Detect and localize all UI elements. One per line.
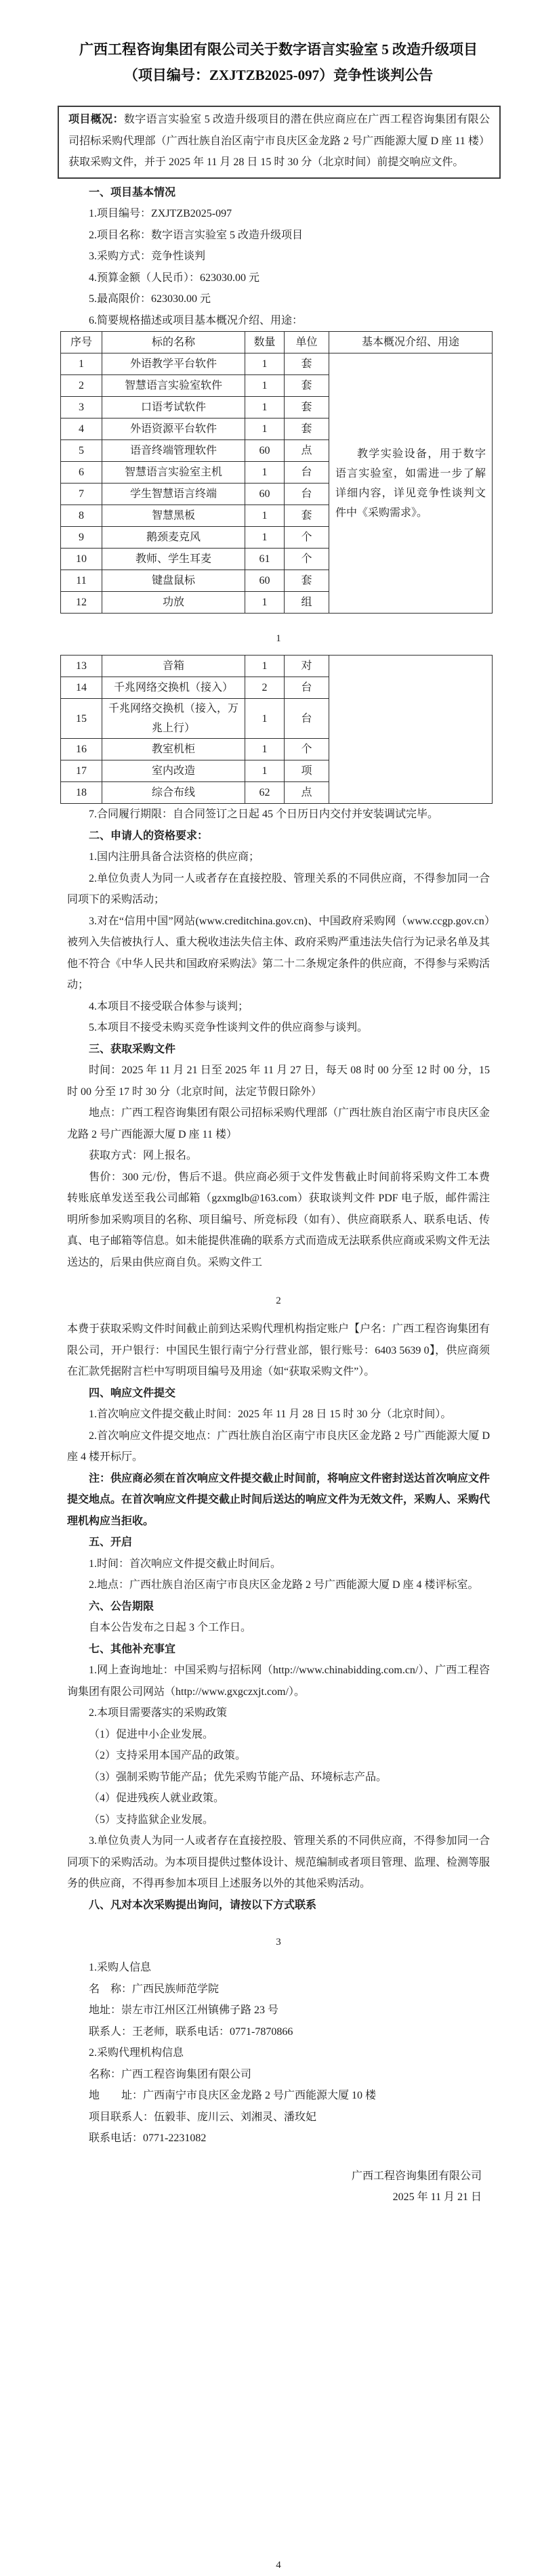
body-paragraph: 2.首次响应文件提交地点：广西壮族自治区南宁市良庆区金龙路 2 号广西能源大厦 D 座 4 楼开标厅。: [67, 1430, 490, 1463]
item-name: 外语资源平台软件: [102, 418, 245, 440]
body-paragraph: 2.采购代理机构信息: [89, 2047, 184, 2059]
section-heading: 八、凡对本次采购提出询问，请按以下方式联系: [89, 1899, 317, 1911]
body-paragraph: 1.国内注册具备合法资格的供应商；: [89, 851, 260, 863]
unit: 台: [285, 677, 329, 699]
item-name: 智慧语言实验室软件: [102, 375, 245, 397]
item-name: 智慧黑板: [102, 505, 245, 527]
body-paragraph: 联系人：王老师，联系电话：0771-7870866: [89, 2025, 293, 2038]
item-name: 学生智慧语言终端: [102, 484, 245, 505]
section-heading: 七、其他补充事宜: [89, 1643, 176, 1655]
body-paragraph: 1.采购人信息: [89, 1962, 152, 1973]
body-paragraph: 3.采购方式：竞争性谈判: [89, 251, 206, 262]
body-paragraph: 6.简要规格描述或项目基本概况介绍、用途：: [89, 314, 304, 326]
body-paragraph: 3.对在“信用中国”网站(www.creditchina.gov.cn)、中国政府采购网（www.ccgp.gov.cn）被列入失信被执行人、重大税收违法失信主体、政府采购严重违法失信行为记录名单及其他不符合《中华人民共和国政府采购法》第二十二条规定条件的供应商，不得参与采购活动；: [67, 915, 491, 991]
item-name: 键盘鼠标: [102, 570, 245, 592]
section-page3-body: [67, 1318, 490, 1916]
body-paragraph: 2.项目名称：数字语言实验室 5 改造升级项目: [89, 229, 304, 241]
row-no: 8: [61, 505, 102, 527]
quantity: 60: [245, 570, 285, 592]
section-heading: 三、获取采购文件: [89, 1043, 176, 1055]
header-quantity: 数量: [245, 332, 285, 353]
notice-title-line-1: 广西工程咨询集团有限公司关于数字语言实验室 5 改造升级项目: [79, 41, 478, 58]
unit: 个: [285, 527, 329, 549]
project-overview-box: [58, 106, 501, 179]
item-name: 鹅颈麦克风: [102, 527, 245, 549]
row-no: 15: [61, 699, 102, 739]
row-no: 13: [61, 656, 102, 677]
item-name: 综合布线: [102, 782, 245, 804]
body-paragraph: 获取方式：网上报名。: [89, 1150, 198, 1161]
row-no: 16: [61, 739, 102, 760]
body-paragraph: 地点：广西工程咨询集团有限公司招标采购代理部（广西壮族自治区南宁市良庆区金龙路 2 号广西能源大厦 D 座 11 楼）: [67, 1107, 491, 1140]
row-no: 17: [61, 760, 102, 782]
body-paragraph: 时间：2025 年 11 月 21 日至 2025 年 11 月 27 日，每天 08 时 00 分至 12 时 00 分，15 时 00 分至 17 时 30 分（北京时间，法定节假日除外）: [67, 1065, 490, 1098]
unit: 个: [285, 739, 329, 760]
goods-table-header-row: [61, 332, 493, 353]
overview-label: 项目概况：: [68, 114, 124, 125]
section-page2-body: [67, 804, 490, 1273]
goods-table-page2: [60, 655, 493, 804]
body-paragraph: （2）支持采用本国产品的政策。: [89, 1750, 247, 1761]
item-name: 教室机柜: [102, 739, 245, 760]
item-name: 口语考试软件: [102, 397, 245, 418]
unit: 套: [285, 418, 329, 440]
quantity: 61: [245, 549, 285, 570]
body-paragraph: （4）促进残疾人就业政策。: [89, 1793, 225, 1804]
item-name: 千兆网络交换机（接入）: [102, 677, 245, 699]
unit: 对: [285, 656, 329, 677]
body-paragraph: （1）促进中小企业发展。: [89, 1728, 214, 1740]
row-no: 6: [61, 462, 102, 484]
body-paragraph: 1.项目编号：ZXJTZB2025-097: [89, 208, 232, 219]
section-basic-info: [67, 182, 490, 332]
page-number-1: 1: [276, 633, 281, 644]
body-paragraph: 售价：300 元/份，售后不退。供应商必须于文件发售截止时间前将采购文件工本费转账底单发送至我公司邮箱（gzxmglb@163.com）获取谈判文件 PDF 电子版，邮件需注明所参加采购项目的名称、项目编号、所竞标段（如有）、供应商联系人、联系电话、传真、电子邮箱等信息。如未能提供准确的联系方式而造成无法联系供应商或采购文件无法送达的，后果由供应商自负。采购文件工: [67, 1171, 491, 1268]
signature-block: [67, 2166, 490, 2208]
quantity: 1: [245, 527, 285, 549]
unit: 套: [285, 505, 329, 527]
quantity: 1: [245, 462, 285, 484]
quantity: 1: [245, 656, 285, 677]
header-description: 基本概况介绍、用途: [329, 332, 493, 353]
body-paragraph: 3.单位负责人为同一人或者存在直接控股、管理关系的不同供应商，不得参加同一合同项下的采购活动。为本项目提供过整体设计、规范编制或者项目管理、监理、检测等服务的供应商，不得再参加本项目上述服务以外的其他采购活动。: [67, 1835, 491, 1889]
unit: 点: [285, 440, 329, 462]
item-name: 外语教学平台软件: [102, 353, 245, 375]
signature-org: 广西工程咨询集团有限公司: [351, 2170, 482, 2182]
quantity: 1: [245, 353, 285, 375]
row-no: 3: [61, 397, 102, 418]
unit: 套: [285, 397, 329, 418]
unit: 套: [285, 570, 329, 592]
quantity: 1: [245, 418, 285, 440]
item-name: 功放: [102, 592, 245, 614]
body-paragraph: 2.地点：广西壮族自治区南宁市良庆区金龙路 2 号广西能源大厦 D 座 4 楼评标室。: [89, 1579, 479, 1591]
section-page4-contacts: [67, 1957, 490, 2149]
body-paragraph: 联系电话：0771-2231082: [89, 2132, 207, 2144]
quantity: 1: [245, 397, 285, 418]
table-row: [61, 353, 493, 375]
body-paragraph: 1.网上查询地址：中国采购与招标网（http://www.chinabidding.com.cn/）、广西工程咨询集团有限公司网站（http://www.gxgczxjt.com/）。: [67, 1665, 490, 1698]
description-cell: 教学实验设备，用于数字语言实验室，如需进一步了解详细内容，详见竞争性谈判文件中《采购需求》。: [329, 353, 493, 614]
item-name: 室内改造: [102, 760, 245, 782]
body-paragraph: 项目联系人：伍毅菲、庞川云、刘湘灵、潘玫妃: [89, 2111, 317, 2123]
body-paragraph: 1.首次响应文件提交截止时间：2025 年 11 月 28 日 15 时 30 分（北京时间）。: [89, 1409, 452, 1420]
table-row: [61, 656, 493, 677]
quantity: 62: [245, 782, 285, 804]
quantity: 1: [245, 592, 285, 614]
body-paragraph: 5.本项目不接受未购买竞争性谈判文件的供应商参与谈判。: [89, 1022, 369, 1033]
unit: 台: [285, 462, 329, 484]
body-paragraph: 2.本项目需要落实的采购政策: [89, 1707, 228, 1719]
project-overview-paragraph: [68, 109, 490, 173]
overview-text: 数字语言实验室 5 改造升级项目的潜在供应商应在广西工程咨询集团有限公司招标采购代理部（广西壮族自治区南宁市良庆区金龙路 2 号广西能源大厦 D 座 11 楼）获取采购文件，并于 2025 年 11 月 28 日 15 时 30 分（北京时间）前提交响应文件。: [68, 114, 490, 168]
body-paragraph: 地址：崇左市江州区江州镇佛子路 23 号: [89, 2004, 279, 2016]
unit: 套: [285, 375, 329, 397]
item-name: 语音终端管理软件: [102, 440, 245, 462]
section-heading: 一、项目基本情况: [89, 186, 176, 198]
page-number-2: 2: [276, 1295, 281, 1306]
quantity: 1: [245, 505, 285, 527]
quantity: 60: [245, 484, 285, 505]
header-unit: 单位: [285, 332, 329, 353]
body-paragraph: 地 址：广西南宁市良庆区金龙路 2 号广西能源大厦 10 楼: [89, 2090, 377, 2101]
row-no: 11: [61, 570, 102, 592]
row-no: 4: [61, 418, 102, 440]
unit: 项: [285, 760, 329, 782]
description-cell: [329, 656, 493, 804]
body-paragraph: 5.最高限价：623030.00 元: [89, 293, 211, 305]
quantity: 1: [245, 739, 285, 760]
body-paragraph: 2.单位负责人为同一人或者存在直接控股、管理关系的不同供应商，不得参加同一合同项下的采购活动；: [67, 872, 490, 905]
notice-title-line-2: （项目编号：ZXJTZB2025-097）竞争性谈判公告: [123, 67, 434, 83]
body-paragraph: 4.本项目不接受联合体参与谈判；: [89, 1000, 249, 1012]
row-no: 1: [61, 353, 102, 375]
row-no: 9: [61, 527, 102, 549]
section-heading: 二、申请人的资格要求：: [89, 830, 209, 842]
body-paragraph: （5）支持监狱企业发展。: [89, 1813, 214, 1826]
body-paragraph: 名称：广西工程咨询集团有限公司: [89, 2068, 252, 2080]
unit: 台: [285, 699, 329, 739]
unit: 组: [285, 592, 329, 614]
unit: 套: [285, 353, 329, 375]
section-heading: 五、开启: [89, 1537, 133, 1548]
row-no: 18: [61, 782, 102, 804]
body-paragraph: 7.合同履行期限：自合同签订之日起 45 个日历日内交付并安装调试完毕。: [89, 809, 439, 820]
body-paragraph: 1.时间：首次响应文件提交截止时间后。: [89, 1558, 282, 1570]
row-no: 10: [61, 549, 102, 570]
quantity: 60: [245, 440, 285, 462]
header-item-name: 标的名称: [102, 332, 245, 353]
body-paragraph: 4.预算金额（人民币）：623030.00 元: [89, 272, 260, 284]
body-paragraph: 本费于获取采购文件时间截止前到达采购代理机构指定账户【户名：广西工程咨询集团有限公司，开户银行：中国民生银行南宁分行营业部，银行账号：6403 5639 0】，供应商须在汇款凭据附言栏中写明项目编号及用途（如“获取采购文件”）。: [67, 1323, 491, 1377]
unit: 个: [285, 549, 329, 570]
item-name: 音箱: [102, 656, 245, 677]
item-name: 教师、学生耳麦: [102, 549, 245, 570]
signature-date: 2025 年 11 月 21 日: [392, 2191, 482, 2203]
quantity: 2: [245, 677, 285, 699]
body-paragraph: 注：供应商必须在首次响应文件提交截止时间前，将响应文件密封送达首次响应文件提交地点。在首次响应文件提交截止时间后送达的响应文件为无效文件，采购人、采购代理机构应当拒收。: [67, 1472, 491, 1527]
unit: 台: [285, 484, 329, 505]
row-no: 7: [61, 484, 102, 505]
body-paragraph: （3）强制采购节能产品；优先采购节能产品、环境标志产品。: [89, 1771, 388, 1783]
unit: 点: [285, 782, 329, 804]
item-name: 智慧语言实验室主机: [102, 462, 245, 484]
section-heading: 六、公告期限: [89, 1600, 154, 1612]
row-no: 12: [61, 592, 102, 614]
quantity: 1: [245, 375, 285, 397]
header-no: 序号: [61, 332, 102, 353]
page-number-4: 4: [276, 2559, 281, 2571]
body-paragraph: 自本公告发布之日起 3 个工作日。: [89, 1622, 252, 1633]
item-name: 千兆网络交换机（接入，万兆上行）: [102, 699, 245, 739]
row-no: 2: [61, 375, 102, 397]
quantity: 1: [245, 760, 285, 782]
page-number-3: 3: [276, 1937, 281, 1948]
body-paragraph: 名 称：广西民族师范学院: [89, 1983, 220, 1995]
row-no: 14: [61, 677, 102, 699]
goods-table-page1: [60, 331, 493, 614]
quantity: 1: [245, 699, 285, 739]
section-heading: 四、响应文件提交: [89, 1387, 176, 1399]
row-no: 5: [61, 440, 102, 462]
